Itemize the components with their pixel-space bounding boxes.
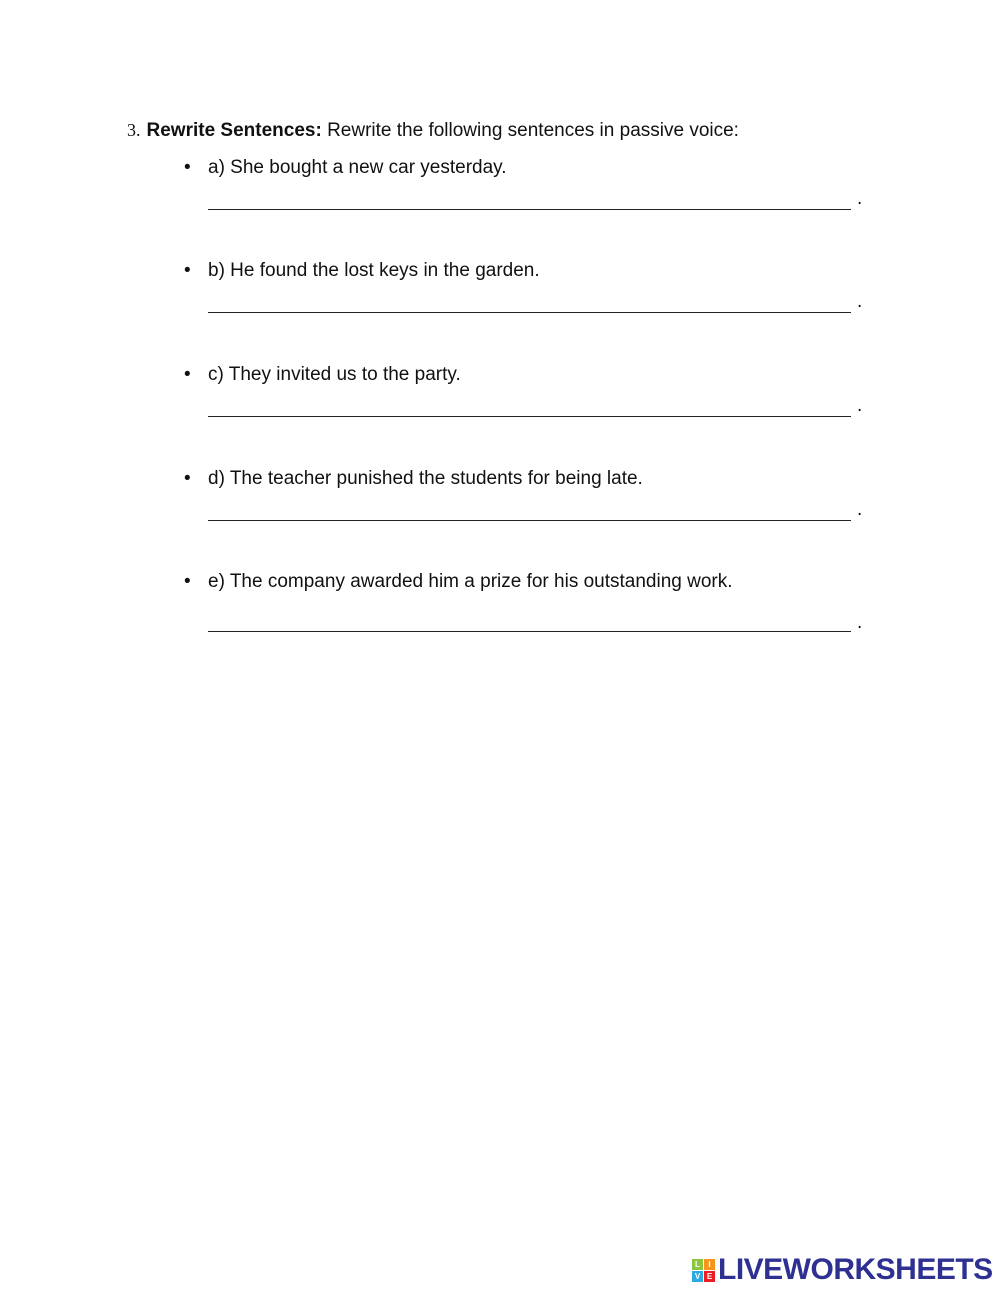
answer-input-d[interactable] (208, 496, 851, 521)
logo-mark-letter: I (704, 1259, 715, 1270)
answer-input-e[interactable] (208, 607, 851, 632)
answer-input-b[interactable] (208, 288, 851, 313)
answer-period: . (857, 395, 863, 416)
bullet-icon: • (184, 468, 191, 489)
answer-period: . (857, 499, 863, 520)
answer-input-a[interactable] (208, 185, 851, 210)
bullet-icon: • (184, 571, 191, 592)
answer-period: . (857, 612, 863, 633)
logo-mark-icon (692, 1259, 715, 1282)
liveworksheets-logo (692, 1254, 993, 1286)
question-title: Rewrite Sentences: (146, 120, 322, 141)
sentence-text: a) She bought a new car yesterday. (208, 157, 507, 178)
question-header (127, 117, 739, 144)
bullet-icon: • (184, 157, 191, 178)
question-number: 3. (127, 120, 141, 140)
sentence-text: c) They invited us to the party. (208, 364, 461, 385)
answer-period: . (857, 291, 863, 312)
bullet-icon: • (184, 364, 191, 385)
bullet-icon: • (184, 260, 191, 281)
logo-mark-letter: V (692, 1271, 703, 1282)
sentence-text: d) The teacher punished the students for being late. (208, 468, 643, 489)
sentence-text: e) The company awarded him a prize for his outstanding work. (208, 571, 733, 592)
logo-mark-letter: L (692, 1259, 703, 1270)
logo-text: LIVEWORKSHEETS (718, 1253, 993, 1286)
answer-period: . (857, 188, 863, 209)
question-instruction: Rewrite the following sentences in passive voice: (327, 120, 739, 141)
answer-input-c[interactable] (208, 392, 851, 417)
logo-mark-letter: E (704, 1271, 715, 1282)
sentence-text: b) He found the lost keys in the garden. (208, 260, 540, 281)
